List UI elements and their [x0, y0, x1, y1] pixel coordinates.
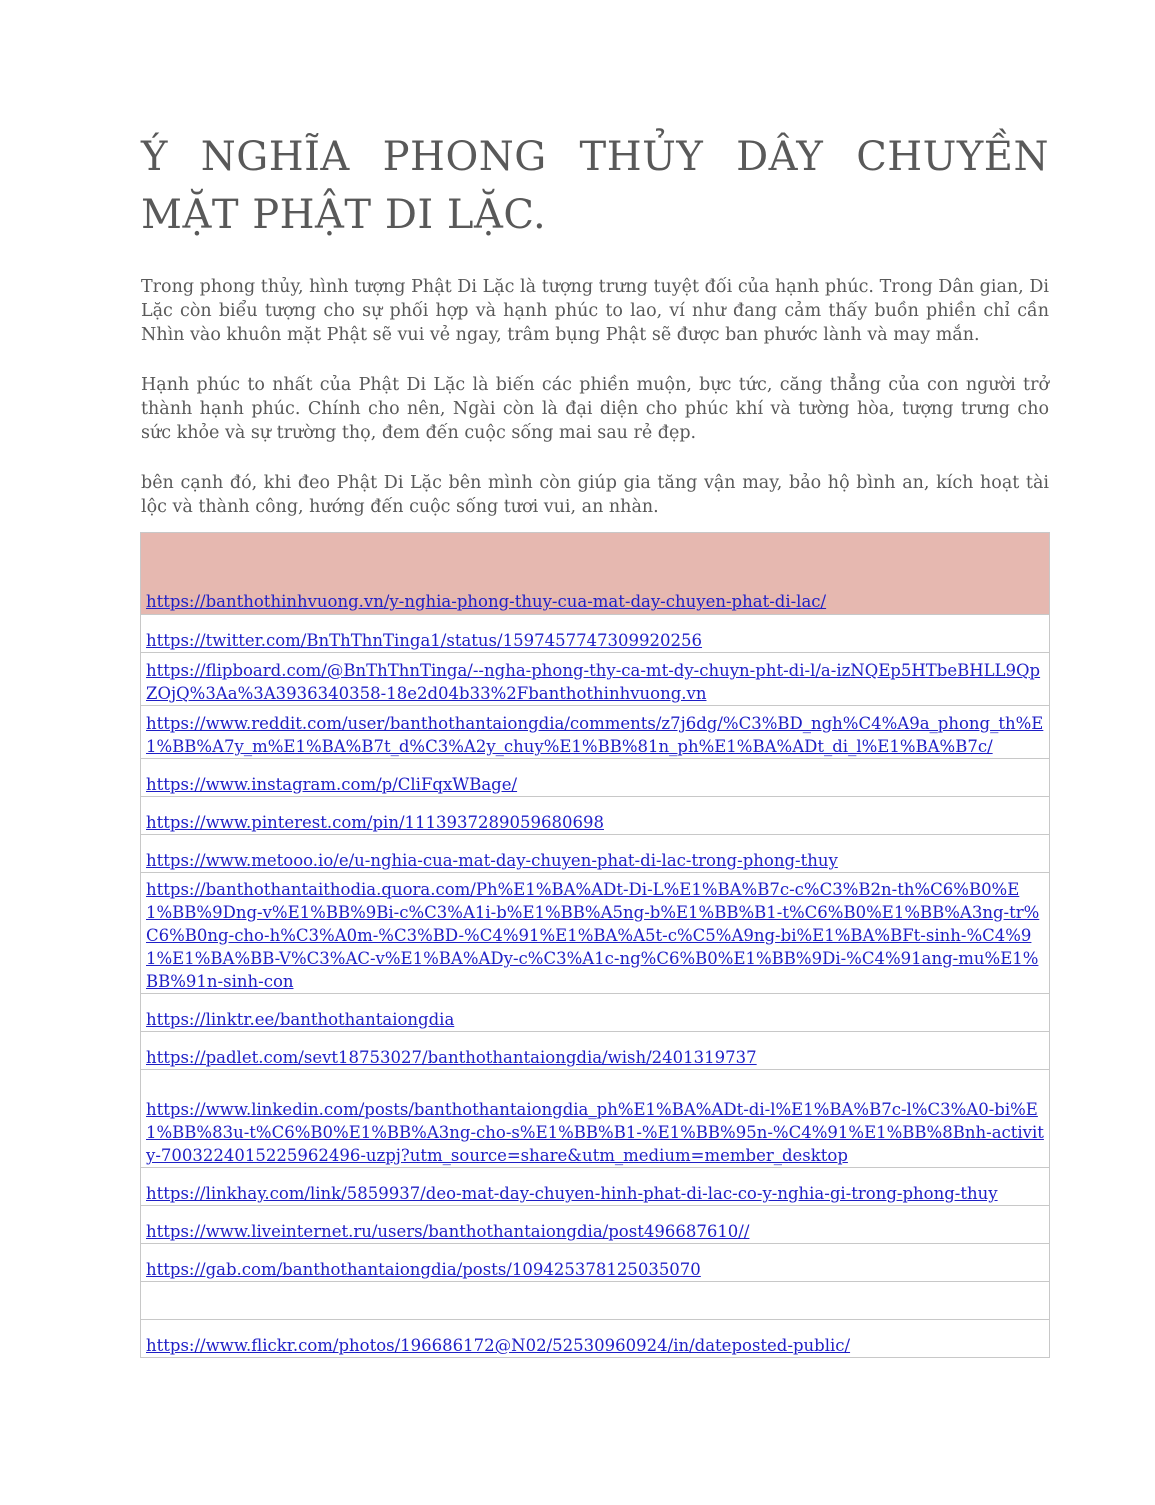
- table-row: [141, 1168, 1050, 1206]
- table-row: [141, 797, 1050, 835]
- paragraph-intro: Trong phong thủy, hình tượng Phật Di Lặc là tượng trưng tuyệt đối của hạnh phúc. Trong Dân gian, Di Lặc còn biểu tượng cho sự phối hợp và hạnh phúc to lao, ví như đang cảm thấy buồn phiền chỉ cần Nhìn vào khuôn mặt Phật sẽ vui vẻ ngay, trâm bụng Phật sẽ được ban phước lành và may mắn.: [141, 277, 1049, 345]
- table-cell: [141, 1070, 1050, 1168]
- table-cell: [141, 615, 1050, 653]
- document-body: [141, 128, 1049, 519]
- table-cell: [141, 1320, 1050, 1358]
- link[interactable]: https://www.instagram.com/p/CliFqxWBage/: [146, 775, 518, 794]
- table-cell: [141, 1244, 1050, 1282]
- table-cell: [141, 1168, 1050, 1206]
- link[interactable]: https://www.metooo.io/e/u-nghia-cua-mat-day-chuyen-phat-di-lac-trong-phong-thuy: [146, 851, 838, 870]
- table-row: [141, 759, 1050, 797]
- link[interactable]: https://banthothinhvuong.vn/y-nghia-phong-thuy-cua-mat-day-chuyen-phat-di-lac/: [146, 592, 827, 611]
- empty-table-cell: [141, 1282, 1050, 1320]
- table-row: [141, 1244, 1050, 1282]
- document-title: Ý NGHĨA PHONG THỦY DÂY CHUYỀN MẶT PHẬT DI LẶC.: [141, 134, 1049, 238]
- links-table: [140, 532, 1050, 1358]
- table-cell: [141, 653, 1050, 706]
- table-row: [141, 706, 1050, 759]
- table-cell: [141, 759, 1050, 797]
- table-cell: [141, 873, 1050, 994]
- table-row: [141, 1032, 1050, 1070]
- link[interactable]: https://linkhay.com/link/5859937/deo-mat-day-chuyen-hinh-phat-di-lac-co-y-nghia-gi-trong-phong-thuy: [146, 1184, 998, 1203]
- table-cell: [141, 706, 1050, 759]
- paragraph-benefits: bên cạnh đó, khi đeo Phật Di Lặc bên mình còn giúp gia tăng vận may, bảo hộ bình an, kích hoạt tài lộc và thành công, hướng đến cuộc sống tươi vui, an nhàn.: [141, 473, 1049, 517]
- table-cell: [141, 994, 1050, 1032]
- table-row: [141, 653, 1050, 706]
- table-cell: [141, 1206, 1050, 1244]
- link[interactable]: https://linktr.ee/banthothantaiongdia: [146, 1010, 455, 1029]
- table-cell: [141, 797, 1050, 835]
- table-cell: [141, 1032, 1050, 1070]
- link[interactable]: https://flipboard.com/@BnThThnTinga/--ngha-phong-thy-ca-mt-dy-chuyn-pht-di-l/a-izNQEp5HTbeBHLL9QpZOjQ%3Aa%3A3936340358-18e2d04b33%2Fbanthothinhvuong.vn: [146, 661, 1041, 703]
- link[interactable]: https://www.liveinternet.ru/users/banthothantaiongdia/post496687610//: [146, 1222, 750, 1241]
- link[interactable]: https://banthothantaithodia.quora.com/Ph%E1%BA%ADt-Di-L%E1%BA%B7c-c%C3%B2n-th%C6%B0%E1%BB%9Dng-v%E1%BB%9Bi-c%C3%A1i-b%E1%BB%A5ng-b%E1%BB%B1-t%C6%B0%E1%BB%A3ng-tr%C6%B0ng-cho-h%C3%A0m-%C3%BD-%C4%91%E1%BA%A5t-c%C5%A9ng-bi%E1%BA%BFt-sinh-%C4%91%E1%BA%BB-V%C3%AC-v%E1%BA%ADy-c%C3%A1c-ng%C6%B0%E1%BB%9Di-%C4%91ang-mu%E1%BB%91n-sinh-con: [146, 880, 1040, 991]
- table-cell: [141, 533, 1050, 615]
- link[interactable]: https://gab.com/banthothantaiongdia/posts/109425378125035070: [146, 1260, 701, 1279]
- link[interactable]: https://twitter.com/BnThThnTinga1/status/1597457747309920256: [146, 631, 703, 650]
- table-row: [141, 1070, 1050, 1168]
- link[interactable]: https://www.reddit.com/user/banthothantaiongdia/comments/z7j6dg/%C3%BD_ngh%C4%A9a_phong_th%E1%BB%A7y_m%E1%BA%B7t_d%C3%A2y_chuy%E1%BB%81n_ph%E1%BA%ADt_di_l%E1%BA%B7c/: [146, 714, 1044, 756]
- link[interactable]: https://www.flickr.com/photos/196686172@N02/52530960924/in/dateposted-public/: [146, 1336, 851, 1355]
- table-row: [141, 835, 1050, 873]
- link[interactable]: https://www.pinterest.com/pin/1113937289059680698: [146, 813, 604, 832]
- link[interactable]: https://www.linkedin.com/posts/banthothantaiongdia_ph%E1%BA%ADt-di-l%E1%BA%B7c-l%C3%A0-bi%E1%BB%83u-t%C6%B0%E1%BB%A3ng-cho-s%E1%BB%B1-%E1%BB%95n-%C4%91%E1%BB%8Bnh-activity-7003224015225962496-uzpj?utm_source=share&utm_medium=member_desktop: [146, 1100, 1044, 1165]
- table-row: [141, 994, 1050, 1032]
- table-row: [141, 1282, 1050, 1320]
- paragraph-happiness: Hạnh phúc to nhất của Phật Di Lặc là biến các phiền muộn, bực tức, căng thẳng của con người trở thành hạnh phúc. Chính cho nên, Ngài còn là đại diện cho phúc khí và tường hòa, tượng trưng cho sức khỏe và sự trường thọ, đem đến cuộc sống mai sau rẻ đẹp.: [141, 375, 1049, 443]
- table-row: [141, 873, 1050, 994]
- table-row: [141, 1206, 1050, 1244]
- table-row: [141, 1320, 1050, 1358]
- link[interactable]: https://padlet.com/sevt18753027/banthothantaiongdia/wish/2401319737: [146, 1048, 757, 1067]
- table-cell: [141, 835, 1050, 873]
- table-row: [141, 533, 1050, 615]
- table-row: [141, 615, 1050, 653]
